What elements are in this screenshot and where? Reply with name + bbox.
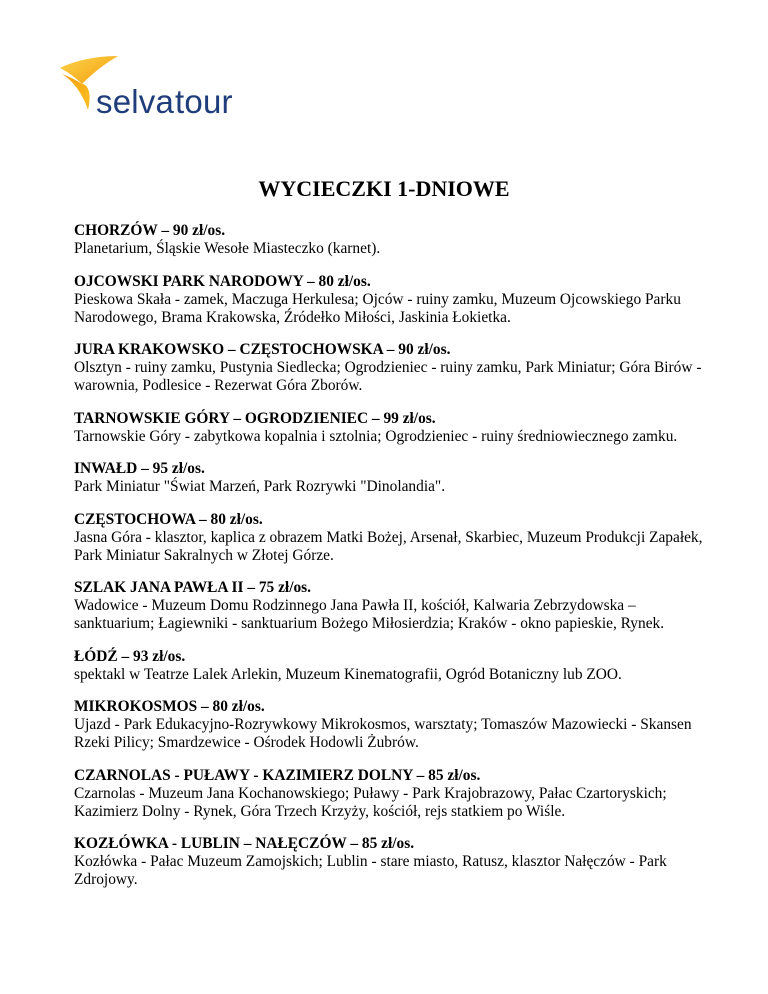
tour-heading: KOZŁÓWKA - LUBLIN – NAŁĘCZÓW – 85 zł/os. bbox=[74, 835, 415, 852]
tour-heading: SZLAK JANA PAWŁA II – 75 zł/os. bbox=[74, 579, 312, 596]
tour-description: Pieskowa Skała - zamek, Maczuga Herkulesa; Ojców - ruiny zamku, Muzeum Ojcowskiego Parku Narodowego, Brama Krakowska, Źródełko Miłości, Jaskinia Łokietka. bbox=[74, 290, 681, 326]
tour-heading: CHORZÓW – 90 zł/os. bbox=[74, 222, 226, 239]
tour-item bbox=[74, 222, 704, 258]
tour-description: Park Miniatur "Świat Marzeń, Park Rozrywki "Dinolandia". bbox=[74, 478, 446, 495]
tour-heading: CZĘSTOCHOWA – 80 zł/os. bbox=[74, 510, 263, 528]
tour-item bbox=[74, 698, 704, 752]
tour-heading: OJCOWSKI PARK NARODOWY – 80 zł/os. bbox=[74, 272, 371, 290]
tour-item bbox=[74, 410, 704, 446]
tour-item bbox=[74, 767, 704, 821]
tour-description: Planetarium, Śląskie Wesołe Miasteczko (karnet). bbox=[74, 240, 381, 257]
tour-description: spektakl w Teatrze Lalek Arlekin, Muzeum Kinematografii, Ogród Botaniczny lub ZOO. bbox=[74, 665, 622, 683]
tour-heading: INWAŁD – 95 zł/os. bbox=[74, 460, 205, 477]
tour-item bbox=[74, 341, 704, 395]
tour-item bbox=[74, 273, 704, 327]
tour-description: Kozłówka - Pałac Muzeum Zamojskich; Lublin - stare miasto, Ratusz, klasztor Nałęczów - Park Zdrojowy. bbox=[74, 853, 667, 888]
tour-description: Ujazd - Park Edukacyjno-Rozrywkowy Mikrokosmos, warsztaty; Tomaszów Mazowiecki - Skansen Rzeki Pilicy; Smardzewice - Ośrodek Hodowli Żubrów. bbox=[74, 716, 692, 751]
tour-item bbox=[74, 511, 704, 565]
tour-description: Jasna Góra - klasztor, kaplica z obrazem Matki Bożej, Arsenał, Skarbiec, Muzeum Produkcji Zapałek, Park Miniatur Sakralnych w Złotej Górze. bbox=[74, 528, 703, 564]
tour-heading: MIKROKOSMOS – 80 zł/os. bbox=[74, 698, 265, 715]
tour-heading: JURA KRAKOWSKO – CZĘSTOCHOWSKA – 90 zł/os. bbox=[74, 341, 451, 358]
tour-heading: ŁÓDŹ – 93 zł/os. bbox=[74, 647, 186, 665]
page-title: WYCIECZKI 1-DNIOWE bbox=[258, 176, 510, 201]
tour-item bbox=[74, 579, 704, 633]
tour-heading: TARNOWSKIE GÓRY – OGRODZIENIEC – 99 zł/os. bbox=[74, 409, 436, 427]
tour-heading: CZARNOLAS - PUŁAWY - KAZIMIERZ DOLNY – 85 zł/os. bbox=[74, 766, 481, 784]
tour-description: Tarnowskie Góry - zabytkowa kopalnia i sztolnia; Ogrodzieniec - ruiny średniowiecznego zamku. bbox=[74, 427, 678, 445]
brand-wordmark bbox=[96, 82, 233, 122]
tour-description: Czarnolas - Muzeum Jana Kochanowskiego; Puławy - Park Krajobrazowy, Pałac Czartoryskich; Kazimierz Dolny - Rynek, Góra Trzech Krzyży, kościół, rejs statkiem po Wiśle. bbox=[74, 784, 667, 820]
tour-description: Olsztyn - ruiny zamku, Pustynia Siedlecka; Ogrodzieniec - ruiny zamku, Park Miniatur; Góra Birów - warownia, Podlesice - Rezerwat Góra Zborów. bbox=[74, 359, 702, 394]
tour-item bbox=[74, 460, 704, 496]
tour-item bbox=[74, 835, 704, 889]
selvatour-logo bbox=[58, 54, 248, 126]
tour-item bbox=[74, 648, 704, 684]
tour-description: Wadowice - Muzeum Domu Rodzinnego Jana Pawła II, kościół, Kalwaria Zebrzydowska – sanktuarium; Łagiewniki - sanktuarium Bożego Miłosierdzia; Kraków - okno papieskie, Rynek. bbox=[74, 597, 665, 632]
tours-list bbox=[74, 222, 704, 904]
brand-word-selva: selva bbox=[96, 83, 175, 120]
brand-word-tour: tour bbox=[175, 83, 233, 120]
